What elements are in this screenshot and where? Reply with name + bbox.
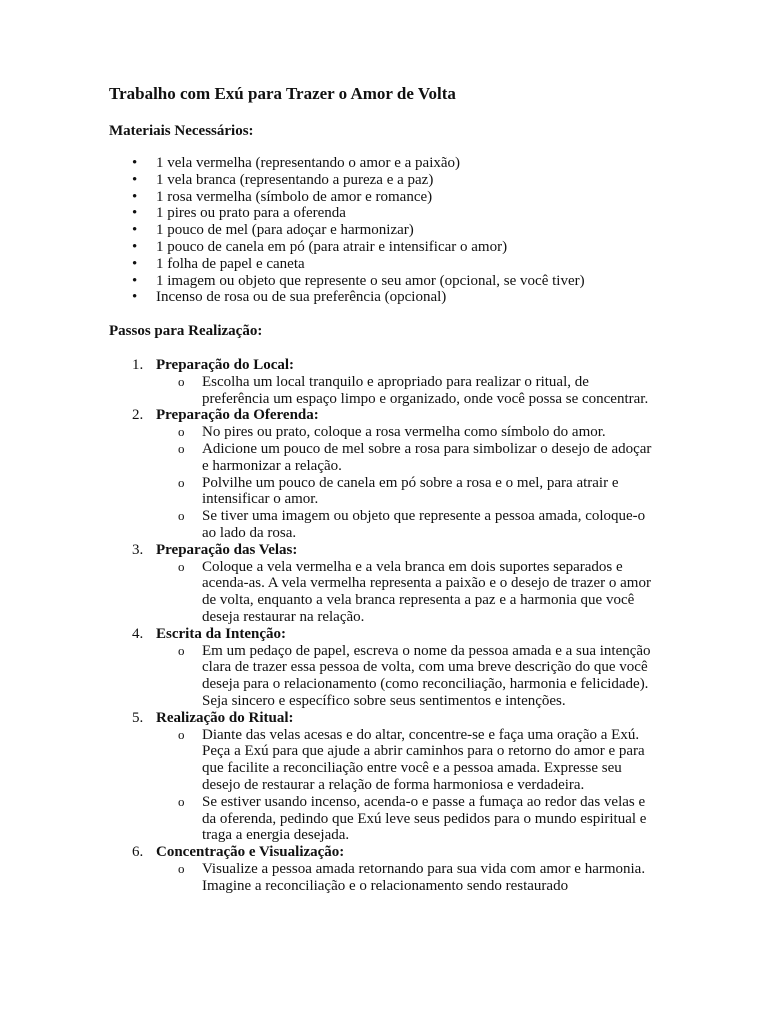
step-item — [109, 407, 669, 541]
sub-item — [156, 643, 656, 710]
step-number: 5. — [132, 709, 144, 726]
steps-list — [109, 357, 669, 895]
sub-item — [156, 424, 656, 441]
sub-item-text: Coloque a vela vermelha e a vela branca em dois suportes separados e acenda-as. A vela vermelha representa a paixão e o desejo de trazer o amor de volta, enquanto a vela branca representa a paz e a harmonia que você deseja restaurar na relação. — [202, 558, 651, 625]
sub-item — [156, 441, 656, 475]
step-sublist — [156, 559, 669, 626]
sub-item-text: Adicione um pouco de mel sobre a rosa para simbolizar o desejo de adoçar e harmonizar a relação. — [202, 440, 652, 474]
steps-heading: Passos para Realização: — [109, 323, 263, 339]
step-number: 6. — [132, 844, 144, 861]
sub-item — [156, 861, 656, 895]
step-sublist — [156, 374, 669, 408]
list-item: • 1 vela branca (representando a pureza e a paz) — [109, 172, 669, 189]
sub-item-text: Se estiver usando incenso, acenda-o e passe a fumaça ao redor das velas e da oferenda, pedindo que Exú leve seus pedidos para o mundo espiritual e traga a energia desejada. — [202, 793, 647, 844]
circle-bullet-icon: o — [178, 424, 185, 440]
list-item: • 1 folha de papel e caneta — [109, 256, 669, 273]
sub-item-text: Diante das velas acesas e do altar, concentre-se e faça uma oração a Exú. Peça a Exú para que ajude a abrir caminhos para o retorno do amor e para que facilite a reconciliação entre você e a pessoa amada. Expresse seu desejo de restaurar a relação de forma harmoniosa e verdadeira. — [202, 726, 645, 793]
step-title: Escrita da Intenção: — [156, 625, 286, 642]
step-title: Preparação do Local: — [156, 357, 295, 373]
sub-item-text: Se tiver uma imagem ou objeto que represente a pessoa amada, coloque-o ao lado da rosa. — [202, 508, 646, 541]
circle-bullet-icon: o — [178, 860, 185, 876]
sub-item-text: No pires ou prato, coloque a rosa vermelha como símbolo do amor. — [202, 424, 606, 441]
step-title: Realização do Ritual: — [156, 709, 294, 726]
step-item — [109, 710, 669, 844]
step-title: Concentração e Visualização: — [156, 844, 345, 861]
sub-item — [156, 794, 656, 844]
circle-bullet-icon: o — [178, 642, 185, 658]
step-sublist — [156, 861, 669, 895]
sub-item — [156, 508, 656, 542]
list-item: • Incenso de rosa ou de sua preferência (opcional) — [109, 289, 669, 306]
step-number: 2. — [132, 407, 144, 424]
step-title: Preparação das Velas: — [156, 541, 298, 558]
step-item — [109, 542, 669, 626]
circle-bullet-icon: o — [178, 373, 185, 389]
circle-bullet-icon: o — [178, 726, 185, 742]
sub-item-text: Visualize a pessoa amada retornando para sua vida com amor e harmonia. Imagine a reconciliação e o relacionamento sendo restaurado — [202, 860, 646, 894]
circle-bullet-icon: o — [178, 440, 185, 456]
circle-bullet-icon: o — [178, 508, 185, 524]
step-number: 4. — [132, 625, 144, 642]
document-title: Trabalho com Exú para Trazer o Amor de Volta — [109, 84, 456, 103]
step-item — [109, 626, 669, 710]
circle-bullet-icon: o — [178, 558, 185, 574]
sub-item — [156, 727, 656, 794]
list-item: • 1 vela vermelha (representando o amor e a paixão) — [109, 155, 669, 172]
step-sublist — [156, 643, 669, 710]
sub-item — [156, 475, 656, 509]
step-title: Preparação da Oferenda: — [156, 407, 319, 424]
materials-heading: Materiais Necessários: — [109, 123, 254, 139]
step-sublist — [156, 727, 669, 845]
sub-item-text: Escolha um local tranquilo e apropriado para realizar o ritual, de preferência um espaço limpo e organizado, onde você possa se concentrar. — [202, 373, 649, 407]
sub-item-text: Em um pedaço de papel, escreva o nome da pessoa amada e a sua intenção clara de trazer essa pessoa de volta, com uma breve descrição do que você deseja para o relacionamento (como reconciliação, harmonia e felicidade). Seja sincero e específico sobre seus sentimentos e intenções. — [202, 642, 651, 709]
list-item: • 1 pouco de mel (para adoçar e harmonizar) — [109, 222, 669, 239]
sub-item — [156, 559, 656, 626]
list-item: • 1 pires ou prato para a oferenda — [109, 205, 669, 222]
list-item: • 1 pouco de canela em pó (para atrair e intensificar o amor) — [109, 239, 669, 256]
sub-item-text: Polvilhe um pouco de canela em pó sobre a rosa e o mel, para atrair e intensificar o amor. — [202, 474, 619, 508]
circle-bullet-icon: o — [178, 474, 185, 490]
materials-list — [109, 155, 669, 306]
step-sublist — [156, 424, 669, 542]
circle-bullet-icon: o — [178, 793, 185, 809]
step-item — [109, 844, 669, 894]
list-item: • 1 rosa vermelha (símbolo de amor e romance) — [109, 189, 669, 206]
step-item — [109, 357, 669, 407]
sub-item — [156, 374, 656, 408]
step-number: 3. — [132, 541, 144, 558]
list-item: • 1 imagem ou objeto que represente o seu amor (opcional, se você tiver) — [109, 273, 669, 290]
step-number: 1. — [132, 357, 144, 373]
